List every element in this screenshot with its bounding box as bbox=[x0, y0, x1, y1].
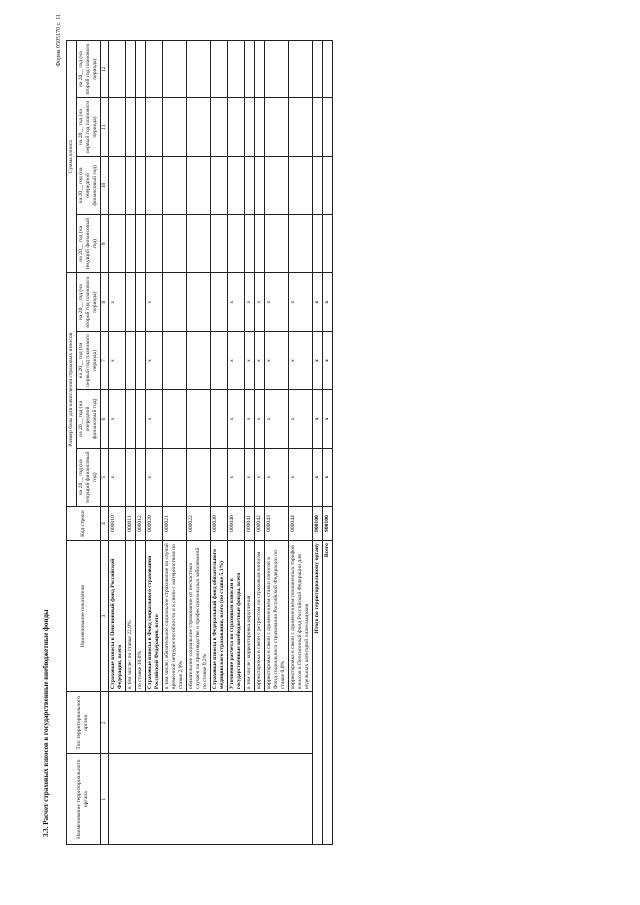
header-base-col: на 20__ год (на первый год планового периода) bbox=[76, 331, 100, 389]
base-value-cell[interactable] bbox=[162, 390, 186, 448]
base-value-cell[interactable]: x bbox=[254, 273, 264, 331]
base-value-cell[interactable] bbox=[135, 390, 145, 448]
header-sum-col: на 20__ год (на текущий финансовый год) bbox=[76, 215, 100, 273]
base-value-cell[interactable]: x bbox=[227, 331, 244, 389]
sum-value-cell[interactable] bbox=[227, 98, 244, 156]
base-value-cell[interactable] bbox=[210, 390, 227, 448]
column-number-row bbox=[100, 41, 108, 845]
header-sum-col: на 20__ год (на второй год планового периода) bbox=[76, 41, 100, 98]
total-sum-cell[interactable] bbox=[312, 98, 322, 156]
sum-value-cell[interactable] bbox=[264, 156, 288, 214]
column-number: 1 bbox=[100, 754, 108, 845]
base-value-cell[interactable] bbox=[135, 273, 145, 331]
total-label: Итого по территориальному органу bbox=[312, 541, 322, 845]
indicator-name: Уточнение расчета по страховым взносам в государственные внебюджетные фонды, всего bbox=[227, 541, 244, 692]
indicator-name: в том числе: корректировка округления bbox=[244, 541, 254, 692]
sum-value-cell[interactable] bbox=[244, 98, 254, 156]
column-number: 11 bbox=[100, 98, 108, 156]
sum-value-cell[interactable] bbox=[186, 215, 210, 273]
sum-value-cell[interactable] bbox=[162, 156, 186, 214]
base-value-cell[interactable] bbox=[125, 390, 135, 448]
sum-value-cell[interactable] bbox=[145, 98, 162, 156]
column-number: 10 bbox=[100, 156, 108, 214]
indicator-name: по ставке 10,0% bbox=[135, 541, 145, 692]
sum-value-cell[interactable] bbox=[244, 215, 254, 273]
base-value-cell[interactable] bbox=[135, 331, 145, 389]
sum-value-cell[interactable] bbox=[162, 98, 186, 156]
base-value-cell[interactable] bbox=[162, 331, 186, 389]
sum-value-cell[interactable] bbox=[254, 156, 264, 214]
base-value-cell[interactable]: x bbox=[227, 448, 244, 506]
contributions-table bbox=[66, 40, 333, 845]
indicator-name: в том числе: обязательное социальное страхование на случай временной нетрудоспособности и в связи с материнством по ставке 2,9% bbox=[162, 541, 186, 692]
sum-value-cell[interactable] bbox=[108, 41, 125, 98]
base-value-cell[interactable]: x bbox=[108, 390, 125, 448]
total-sum-cell[interactable] bbox=[312, 41, 322, 98]
header-group-sum: Сумма взноса bbox=[67, 41, 77, 273]
section-title: 3.3. Расчет страховых взносов в государственные внебюджетные фонды bbox=[42, 609, 50, 837]
column-number: 8 bbox=[100, 273, 108, 331]
sum-value-cell[interactable] bbox=[125, 156, 135, 214]
header-territorial-body: Наименование территориального органа bbox=[67, 754, 101, 845]
base-value-cell[interactable]: x bbox=[254, 448, 264, 506]
row-code: 000044 bbox=[288, 506, 312, 540]
header-base-col: на 20__ год (на очередной финансовый год) bbox=[76, 390, 100, 448]
total-base-cell[interactable]: x bbox=[312, 390, 322, 448]
base-value-cell[interactable]: x bbox=[145, 448, 162, 506]
sum-value-cell[interactable] bbox=[162, 41, 186, 98]
sum-value-cell[interactable] bbox=[264, 98, 288, 156]
sum-value-cell[interactable] bbox=[210, 156, 227, 214]
indicator-name: обязательное социальное страхование от несчастных случаев на производстве и профессиональных заболеваний по ставке 0,2% bbox=[186, 541, 210, 692]
sum-value-cell[interactable] bbox=[288, 41, 312, 98]
sum-value-cell[interactable] bbox=[210, 215, 227, 273]
sum-value-cell[interactable] bbox=[210, 98, 227, 156]
header-base-col: на 20__ год (на текущий финансовый год) bbox=[76, 448, 100, 506]
header-body-type: Тип территориального органа bbox=[67, 692, 101, 754]
header-sum-col: на 20__ год (на очередной финансовый год) bbox=[76, 156, 100, 214]
base-value-cell[interactable]: x bbox=[264, 390, 288, 448]
base-value-cell[interactable]: x bbox=[254, 331, 264, 389]
base-value-cell[interactable]: x bbox=[108, 331, 125, 389]
sum-value-cell[interactable] bbox=[227, 215, 244, 273]
column-number: 9 bbox=[100, 215, 108, 273]
row-code: 000021 bbox=[162, 506, 186, 540]
header-sum-col: на 20__ год (на первый год планового периода) bbox=[76, 98, 100, 156]
territorial-body-cell[interactable] bbox=[108, 754, 312, 845]
base-value-cell[interactable] bbox=[125, 448, 135, 506]
column-number: 4 bbox=[100, 506, 108, 540]
total-base-cell[interactable]: x bbox=[322, 331, 332, 389]
base-value-cell[interactable]: x bbox=[288, 448, 312, 506]
row-code: 000042 bbox=[254, 506, 264, 540]
total-sum-cell[interactable] bbox=[312, 156, 322, 214]
total-base-cell[interactable]: x bbox=[322, 390, 332, 448]
sum-value-cell[interactable] bbox=[244, 41, 254, 98]
sum-value-cell[interactable] bbox=[135, 41, 145, 98]
sum-value-cell[interactable] bbox=[135, 98, 145, 156]
row-code: 000040 bbox=[227, 506, 244, 540]
column-number: 7 bbox=[100, 331, 108, 389]
base-value-cell[interactable]: x bbox=[264, 331, 288, 389]
row-code: 000022 bbox=[186, 506, 210, 540]
indicator-name: Страховые взносы в Федеральный фонд обязательного медицинского страхования, всего (по ставке 5,1%) bbox=[210, 541, 227, 692]
table-row bbox=[108, 41, 125, 845]
base-value-cell[interactable]: x bbox=[244, 273, 254, 331]
total-sum-cell[interactable] bbox=[322, 215, 332, 273]
header-base-col: на 20__ год (на второй год планового периода) bbox=[76, 273, 100, 331]
sum-value-cell[interactable] bbox=[254, 215, 264, 273]
base-value-cell[interactable]: x bbox=[264, 273, 288, 331]
total-base-cell[interactable]: x bbox=[322, 273, 332, 331]
column-number: 5 bbox=[100, 448, 108, 506]
base-value-cell[interactable] bbox=[210, 331, 227, 389]
base-value-cell[interactable]: x bbox=[254, 390, 264, 448]
base-value-cell[interactable]: x bbox=[145, 273, 162, 331]
indicator-name: Страховые взносы в Пенсионный фонд Российской Федерации, всего bbox=[108, 541, 125, 692]
base-value-cell[interactable] bbox=[186, 448, 210, 506]
base-value-cell[interactable]: x bbox=[288, 390, 312, 448]
header-row-code: Код строки bbox=[67, 506, 101, 540]
sum-value-cell[interactable] bbox=[186, 41, 210, 98]
sum-value-cell[interactable] bbox=[186, 156, 210, 214]
row-code: 000010 bbox=[108, 506, 125, 540]
column-number: 6 bbox=[100, 390, 108, 448]
base-value-cell[interactable]: x bbox=[227, 390, 244, 448]
row-code: 000012 bbox=[135, 506, 145, 540]
base-value-cell[interactable] bbox=[210, 273, 227, 331]
base-value-cell[interactable]: x bbox=[108, 273, 125, 331]
base-value-cell[interactable]: x bbox=[244, 448, 254, 506]
base-value-cell[interactable]: x bbox=[288, 331, 312, 389]
row-code: 000030 bbox=[210, 506, 227, 540]
base-value-cell[interactable] bbox=[162, 273, 186, 331]
base-value-cell[interactable]: x bbox=[288, 273, 312, 331]
base-value-cell[interactable] bbox=[186, 331, 210, 389]
base-value-cell[interactable]: x bbox=[145, 331, 162, 389]
row-code: 000020 bbox=[145, 506, 162, 540]
header-group-base: Размер базы для начисления страховых взносов bbox=[67, 273, 77, 506]
sum-value-cell[interactable] bbox=[108, 98, 125, 156]
form-reference: Форма 0505170 с. 11 bbox=[56, 14, 62, 67]
base-value-cell[interactable]: x bbox=[244, 331, 254, 389]
base-value-cell[interactable] bbox=[186, 390, 210, 448]
total-label: Всего bbox=[322, 541, 332, 845]
indicator-name: корректировка в связи с регрессом по страховым взносам bbox=[254, 541, 264, 692]
total-code: 900100 bbox=[322, 506, 332, 540]
sum-value-cell[interactable] bbox=[227, 41, 244, 98]
base-value-cell[interactable]: x bbox=[244, 390, 254, 448]
sum-value-cell[interactable] bbox=[145, 215, 162, 273]
total-base-cell[interactable]: x bbox=[322, 448, 332, 506]
sum-value-cell[interactable] bbox=[288, 215, 312, 273]
sum-value-cell[interactable] bbox=[288, 98, 312, 156]
total-row bbox=[312, 41, 322, 845]
total-row bbox=[322, 41, 332, 845]
indicator-name: корректировка в связи с применением ставки взносов в Фонд социального страхования Российской Федерации по ставке 0,0% bbox=[264, 541, 288, 692]
sum-value-cell[interactable] bbox=[244, 156, 254, 214]
row-code: 000041 bbox=[244, 506, 254, 540]
base-value-cell[interactable]: x bbox=[227, 273, 244, 331]
sum-value-cell[interactable] bbox=[125, 98, 135, 156]
column-number: 12 bbox=[100, 41, 108, 98]
sum-value-cell[interactable] bbox=[135, 156, 145, 214]
row-code: 000043 bbox=[264, 506, 288, 540]
total-sum-cell[interactable] bbox=[312, 215, 322, 273]
base-value-cell[interactable]: x bbox=[264, 448, 288, 506]
sum-value-cell[interactable] bbox=[145, 156, 162, 214]
sum-value-cell[interactable] bbox=[135, 215, 145, 273]
sum-value-cell[interactable] bbox=[264, 215, 288, 273]
indicator-name: Страховые взносы в Фонд социального страхования Российской Федерации, всего bbox=[145, 541, 162, 692]
sum-value-cell[interactable] bbox=[108, 215, 125, 273]
column-number: 2 bbox=[100, 692, 108, 754]
total-sum-cell[interactable] bbox=[322, 156, 332, 214]
base-value-cell[interactable] bbox=[125, 331, 135, 389]
sum-value-cell[interactable] bbox=[125, 215, 135, 273]
total-code: 900100 bbox=[312, 506, 322, 540]
total-base-cell[interactable]: x bbox=[312, 273, 322, 331]
sum-value-cell[interactable] bbox=[227, 156, 244, 214]
total-base-cell[interactable]: x bbox=[312, 448, 322, 506]
base-value-cell[interactable] bbox=[162, 448, 186, 506]
column-number: 3 bbox=[100, 541, 108, 692]
sum-value-cell[interactable] bbox=[125, 41, 135, 98]
total-sum-cell[interactable] bbox=[322, 98, 332, 156]
base-value-cell[interactable]: x bbox=[108, 448, 125, 506]
base-value-cell[interactable] bbox=[186, 273, 210, 331]
indicator-name: в том числе: по ставке 22,0% bbox=[125, 541, 135, 692]
base-value-cell[interactable]: x bbox=[145, 390, 162, 448]
header-indicator: Наименование показателя bbox=[67, 541, 101, 692]
body-type-cell[interactable] bbox=[108, 692, 312, 754]
sum-value-cell[interactable] bbox=[210, 41, 227, 98]
row-code: 000011 bbox=[125, 506, 135, 540]
sum-value-cell[interactable] bbox=[162, 215, 186, 273]
sum-value-cell[interactable] bbox=[145, 41, 162, 98]
sum-value-cell[interactable] bbox=[108, 156, 125, 214]
base-value-cell[interactable] bbox=[125, 273, 135, 331]
total-base-cell[interactable]: x bbox=[312, 331, 322, 389]
sum-value-cell[interactable] bbox=[264, 41, 288, 98]
total-sum-cell[interactable] bbox=[322, 41, 332, 98]
table-body bbox=[108, 41, 332, 845]
sum-value-cell[interactable] bbox=[254, 98, 264, 156]
base-value-cell[interactable] bbox=[135, 448, 145, 506]
sum-value-cell[interactable] bbox=[288, 156, 312, 214]
base-value-cell[interactable] bbox=[210, 448, 227, 506]
indicator-name: корректировка в связи с применением пониженных тарифов взносов в Пенсионный фонд Российской Федерации для отдельных категорий плательщиков bbox=[288, 541, 312, 692]
sum-value-cell[interactable] bbox=[186, 98, 210, 156]
sum-value-cell[interactable] bbox=[254, 41, 264, 98]
